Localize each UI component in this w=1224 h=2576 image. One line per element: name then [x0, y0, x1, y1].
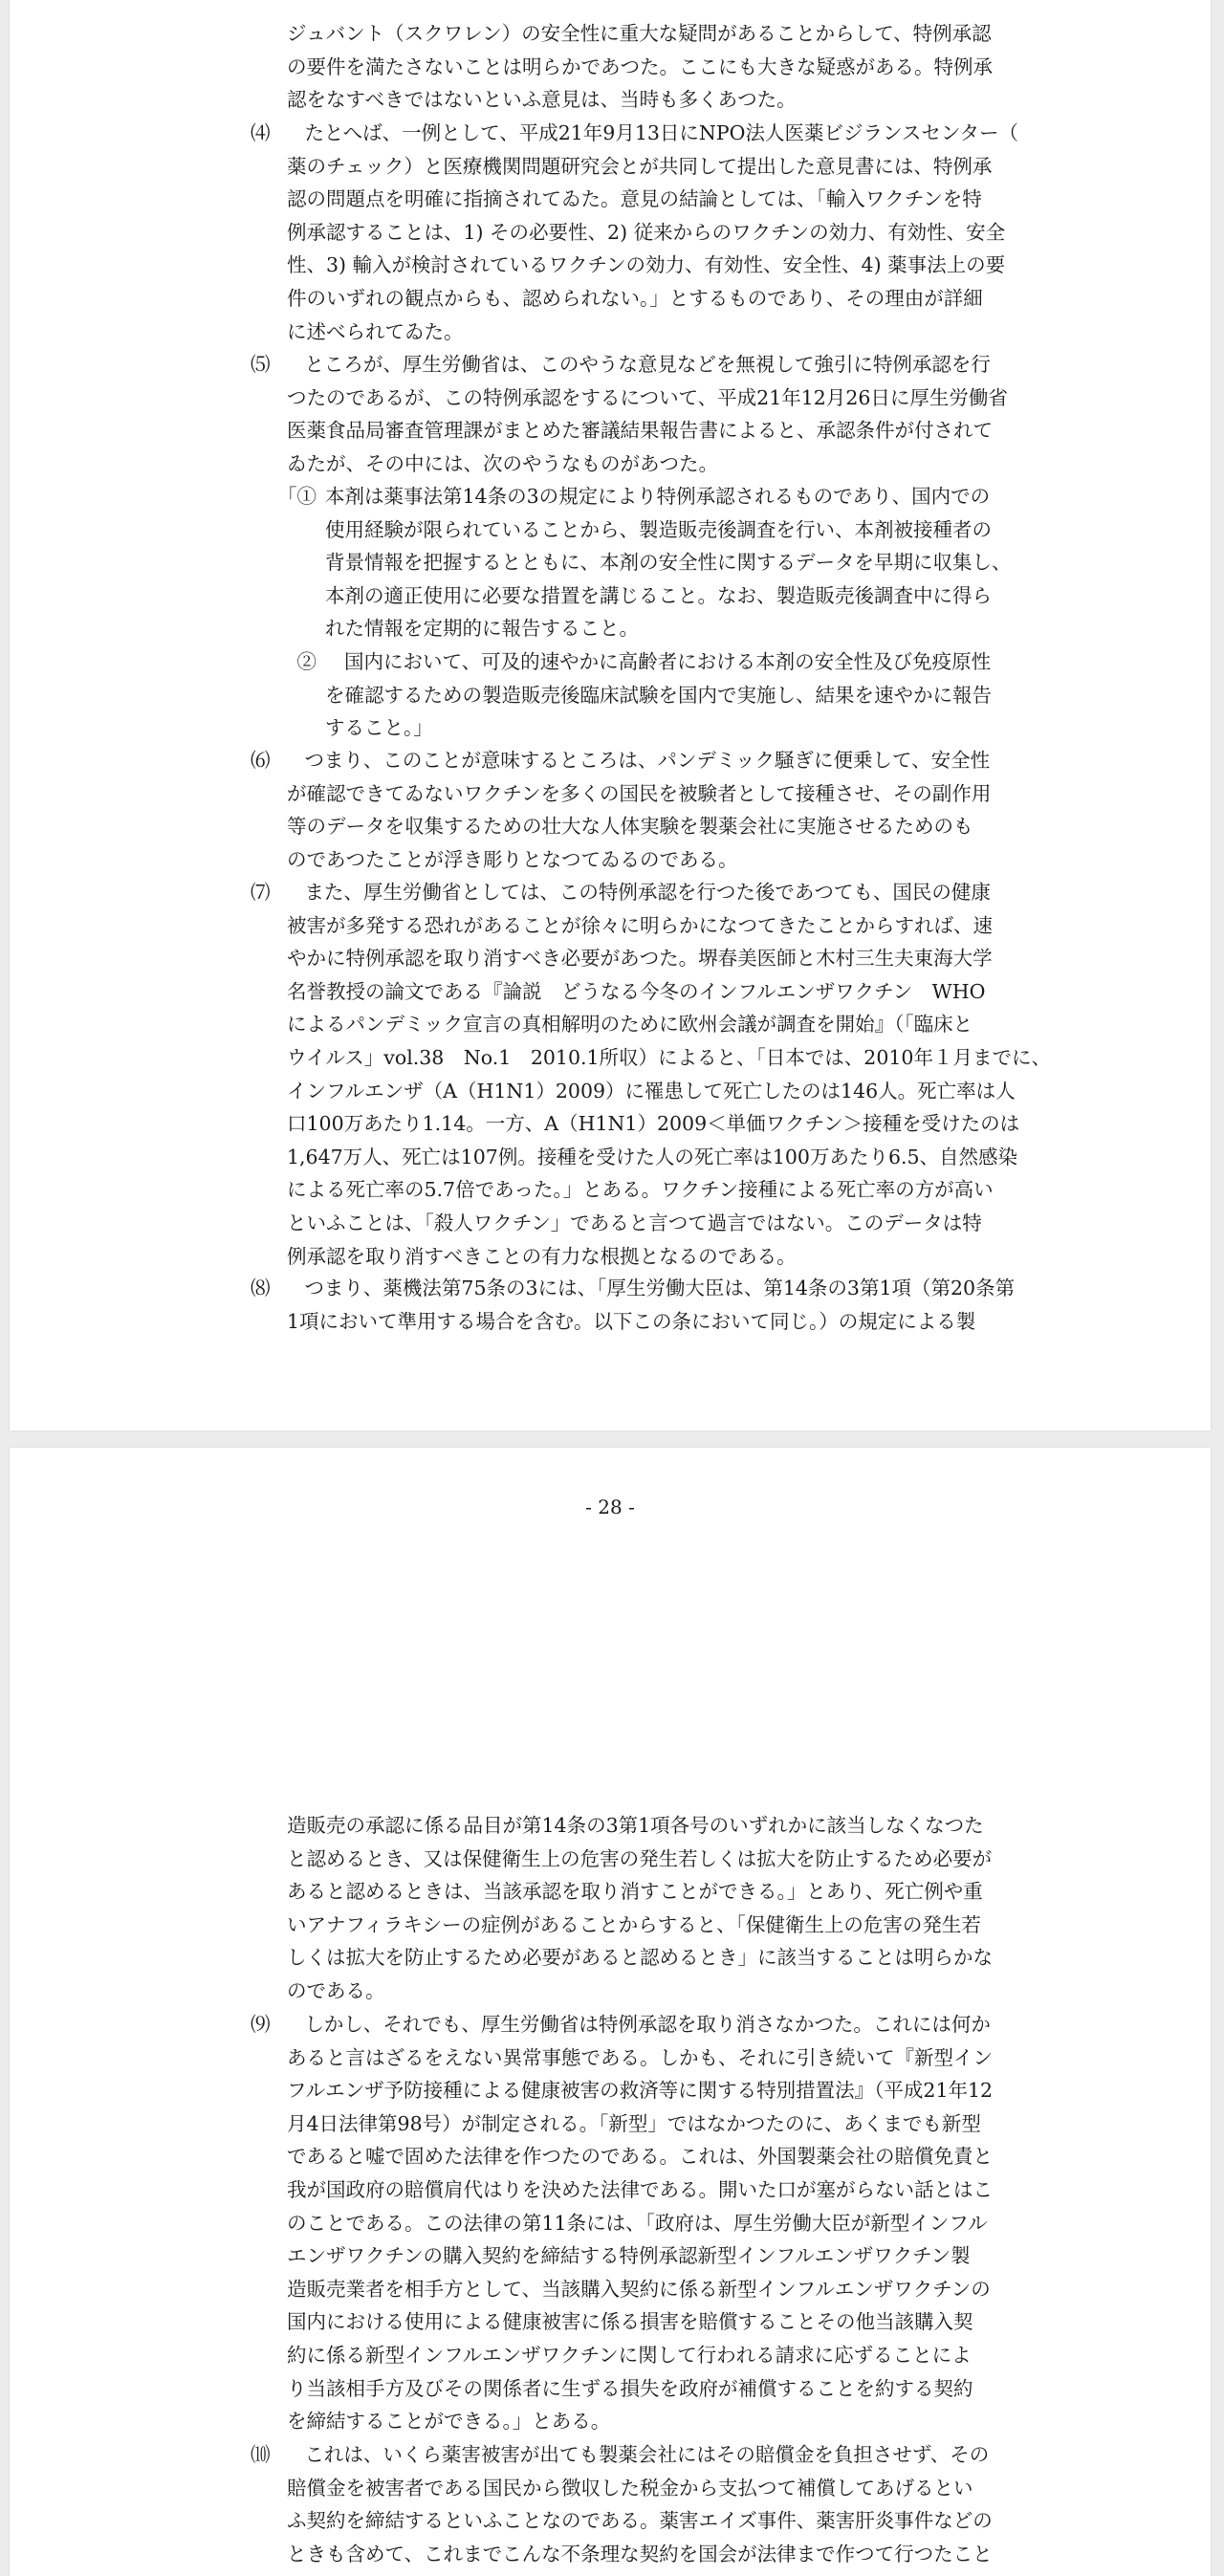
quote-item-text	[325, 480, 1042, 645]
text-line: 薬のチェック）と医療機関問題研究会とが共同して提出した意見書には、特例承	[287, 154, 993, 178]
text-line: 性、3) 輸入が検討されているワクチンの効力、有効性、安全性、4) 薬事法上の要	[287, 253, 1006, 277]
text-line: つたのであるが、この特例承認をするについて、平成21年12月26日に厚生労働省	[287, 385, 1008, 409]
text-line: 口100万あたり1.14。一方、A（H1N1）2009＜単価ワクチン＞接種を受けたのは	[287, 1112, 1020, 1136]
text-line: と認めるとき、又は保健衛生上の危害の発生若しくは拡大を防止するため必要が	[287, 1846, 993, 1870]
paragraph-number: ⑷	[251, 121, 271, 144]
paragraph-text	[287, 2438, 1033, 2570]
text-line: ときも含めて、これまでこんな不条理な契約を国会が法律まで作つて行つたこと	[287, 2542, 993, 2565]
text-line: 認の問題点を明確に指摘されてゐた。意見の結論としては、「輸入ワクチンを特	[287, 187, 982, 211]
text-line: ふ契約を締結するといふことなのである。薬害エイズ事件、薬害肝炎事件などの	[287, 2509, 993, 2533]
text-line: あると言はざるをえない異常事態である。しかも、それに引き続いて『新型イン	[287, 2045, 993, 2069]
paragraph-number: ⑸	[251, 353, 271, 376]
paragraph-6	[251, 744, 1033, 876]
text-line: 例承認を取り消すべきことの有力な根拠となるのである。	[287, 1244, 797, 1268]
paragraph-number: ⑽	[251, 2443, 271, 2466]
paragraph-7	[251, 876, 1051, 1273]
text-line: インフルエンザ（A（H1N1）2009）に罹患して死亡したのは146人。死亡率は人	[287, 1079, 1016, 1102]
text-line: といふことは、「殺人ワクチン」であると言つて過言ではない。このデータは特	[287, 1211, 982, 1234]
text-line: であると嘘で固めた法律を作つたのである。これは、外国製薬会社の賠償免責と	[287, 2145, 993, 2169]
text-line: 等のデータを収集するための壮大な人体実験を製薬会社に実施させるためのも	[287, 815, 973, 839]
paragraph-9	[251, 2008, 1033, 2438]
quote-item-text	[325, 645, 1042, 745]
text-line: によるパンデミック宣言の真相解明のために欧州会議が調査を開始』（「臨床と	[287, 1013, 973, 1037]
text-line: ウイルス」vol.38 No.1 2010.1所収）によると、「日本では、2010年１月までに、	[287, 1045, 1051, 1069]
text-line: 月4日法律第98号）が制定される。「新型」ではなかつたのに、あくまでも新型	[287, 2111, 981, 2135]
paragraph-text	[287, 117, 1033, 348]
text-line: の要件を満たさないことは明らかであつた。ここにも大きな疑惑がある。特例承	[287, 55, 993, 78]
text-line: 国内における使用による健康被害に係る損害を賠償することその他当該購入契	[287, 2310, 973, 2334]
text-line: 造販売の承認に係る品目が第14条の3第1項各号のいずれかに該当しなくなつた	[287, 1814, 984, 1837]
paragraph-continued	[287, 17, 1033, 117]
approval-conditions-quote	[277, 480, 1042, 745]
paragraph-text	[287, 744, 1033, 876]
paragraph-10	[251, 2438, 1033, 2570]
text-line: やかに特例承認を取り消すべき必要があつた。堺春美医師と木村三生夫東海大学	[287, 947, 993, 971]
quote-item-1	[277, 480, 1042, 645]
paragraph-number: ⑺	[251, 881, 271, 904]
paragraph-text	[287, 348, 1033, 480]
text-line: ところが、厚生労働省は、このやうな意見などを無視して強引に特例承認を行	[304, 353, 991, 376]
text-line: ゐたが、その中には、次のやうなものがあつた。	[287, 451, 718, 475]
text-line: 使用経験が限られていることから、製造販売後調査を行い、本剤被接種者の	[325, 517, 992, 541]
text-line: 本剤は薬事法第14条の3の規定により特例承認されるものであり、国内での	[325, 485, 991, 508]
text-line: これは、いくら薬害被害が出ても製薬会社にはその賠償金を負担させず、その	[304, 2443, 990, 2466]
text-line: 本剤の適正使用に必要な措置を講じること。なお、製造販売後調査中に得ら	[325, 583, 992, 607]
text-line: 医薬食品局審査管理課がまとめた審議結果報告書によると、承認条件が付されて	[287, 419, 993, 443]
paragraph-8-continued	[287, 1809, 1033, 2008]
paragraph-8	[251, 1272, 1033, 1338]
text-line: エンザワクチンの購入契約を締結する特例承認新型インフルエンザワクチン製	[287, 2244, 971, 2268]
paragraph-5	[251, 348, 1033, 480]
text-line: しくは拡大を防止するため必要があると認めるとき」に該当することは明らかな	[287, 1946, 993, 1970]
text-line: 件のいずれの観点からも、認められない。」とするものであり、その理由が詳細	[287, 286, 983, 310]
text-line: 造販売業者を相手方として、当該購入契約に係る新型インフルエンザワクチンの	[287, 2277, 991, 2301]
page-number: - 28 -	[585, 1495, 635, 1518]
text-line: が確認できてゐないワクチンを多くの国民を被験者として接種させ、その副作用	[287, 781, 992, 805]
text-line: を締結することができる。」とある。	[287, 2410, 611, 2434]
text-line: 認をなすべきではないといふ意見は、当時も多くあつた。	[287, 88, 797, 112]
text-line: また、厚生労働省としては、この特例承認を行つた後であつても、国民の健康	[304, 881, 991, 904]
text-line: 被害が多発する恐れがあることが徐々に明らかになつてきたことからすれば、速	[287, 913, 993, 937]
text-line: あると認めるときは、当該承認を取り消すことができる。」とあり、死亡例や重	[287, 1880, 983, 1904]
text-line: 名誉教授の論文である『論説 どうなる今冬のインフルエンザワクチン WHO	[287, 979, 986, 1003]
text-line: を確認するための製造販売後臨床試験を国内で実施し、結果を速やかに報告	[325, 683, 992, 707]
quote-item-marker: ②	[277, 649, 317, 673]
document-page-1	[10, 0, 1211, 1430]
paragraph-text	[287, 1272, 1033, 1338]
paragraph-number: ⑼	[251, 2013, 271, 2036]
text-line: り当該相手方及びその関係者に生ずる損失を政府が補償することを約する契約	[287, 2376, 973, 2400]
text-line: 国内において、可及的速やかに高齢者における本剤の安全性及び免疫原性	[344, 649, 992, 673]
text-line: たとへば、一例として、平成21年9月13日にNPO法人医薬ビジランスセンター（	[304, 121, 1019, 144]
text-line: 約に係る新型インフルエンザワクチンに関して行われる請求に応ずることによ	[287, 2343, 972, 2367]
text-line: による死亡率の5.7倍であった。」とある。ワクチン接種による死亡率の方が高い	[287, 1178, 994, 1202]
document-page-2	[10, 1448, 1211, 2576]
text-line: 我が国政府の賠償肩代はりを決めた法律である。開いた口が塞がらない話とはこ	[287, 2177, 993, 2201]
paragraph-text	[287, 876, 1051, 1273]
text-line: れた情報を定期的に報告すること。	[325, 617, 639, 641]
text-line: のであつたことが浮き彫りとなつてゐるのである。	[287, 847, 738, 871]
text-line: つまり、薬機法第75条の3には、「厚生労働大臣は、第14条の3第1項（第20条第	[304, 1277, 1016, 1299]
text-line: つまり、このことが意味するところは、パンデミック騒ぎに便乗して、安全性	[304, 749, 991, 772]
text-line: 1項において準用する場合を含む。以下この条において同じ。）の規定による製	[287, 1309, 976, 1333]
text-line: すること。」	[325, 716, 433, 740]
text-line: 1,647万人、死亡は107例。接種を受けた人の死亡率は100万あたり6.5、自然感染	[287, 1145, 1018, 1168]
text-line: 賠償金を被害者である国民から徴収した税金から支払つて補償してあげるとい	[287, 2476, 973, 2500]
paragraph-text	[287, 1809, 1033, 2008]
paragraph-text	[287, 17, 1033, 117]
paragraph-number: ⑻	[251, 1277, 271, 1299]
quote-item-marker: 「①	[277, 485, 317, 508]
text-line: いアナフィラキシーの症例があることからすると、「保健衛生上の危害の発生若	[287, 1912, 981, 1936]
text-line: フルエンザ予防接種による健康被害の救済等に関する特別措置法』（平成21年12	[287, 2079, 994, 2103]
paragraph-4	[251, 117, 1033, 348]
paragraph-text	[287, 2008, 1033, 2438]
text-line: しかし、それでも、厚生労働省は特例承認を取り消さなかつた。これには何か	[304, 2013, 991, 2036]
paragraph-number: ⑹	[251, 749, 271, 772]
text-line: 背景情報を把握するとともに、本剤の安全性に関するデータを早期に収集し、	[325, 551, 1012, 575]
text-line: 例承認することは、1) その必要性、2) 従来からのワクチンの効力、有効性、安全	[287, 220, 1006, 244]
quote-item-2	[277, 645, 1042, 745]
text-line: のことである。この法律の第11条には、「政府は、厚生労働大臣が新型インフル	[287, 2211, 988, 2235]
text-line: に述べられてゐた。	[287, 319, 464, 343]
text-line: のである。	[287, 1978, 385, 2002]
text-line: ジュバント（スクワレン）の安全性に重大な疑問があることからして、特例承認	[287, 22, 992, 45]
